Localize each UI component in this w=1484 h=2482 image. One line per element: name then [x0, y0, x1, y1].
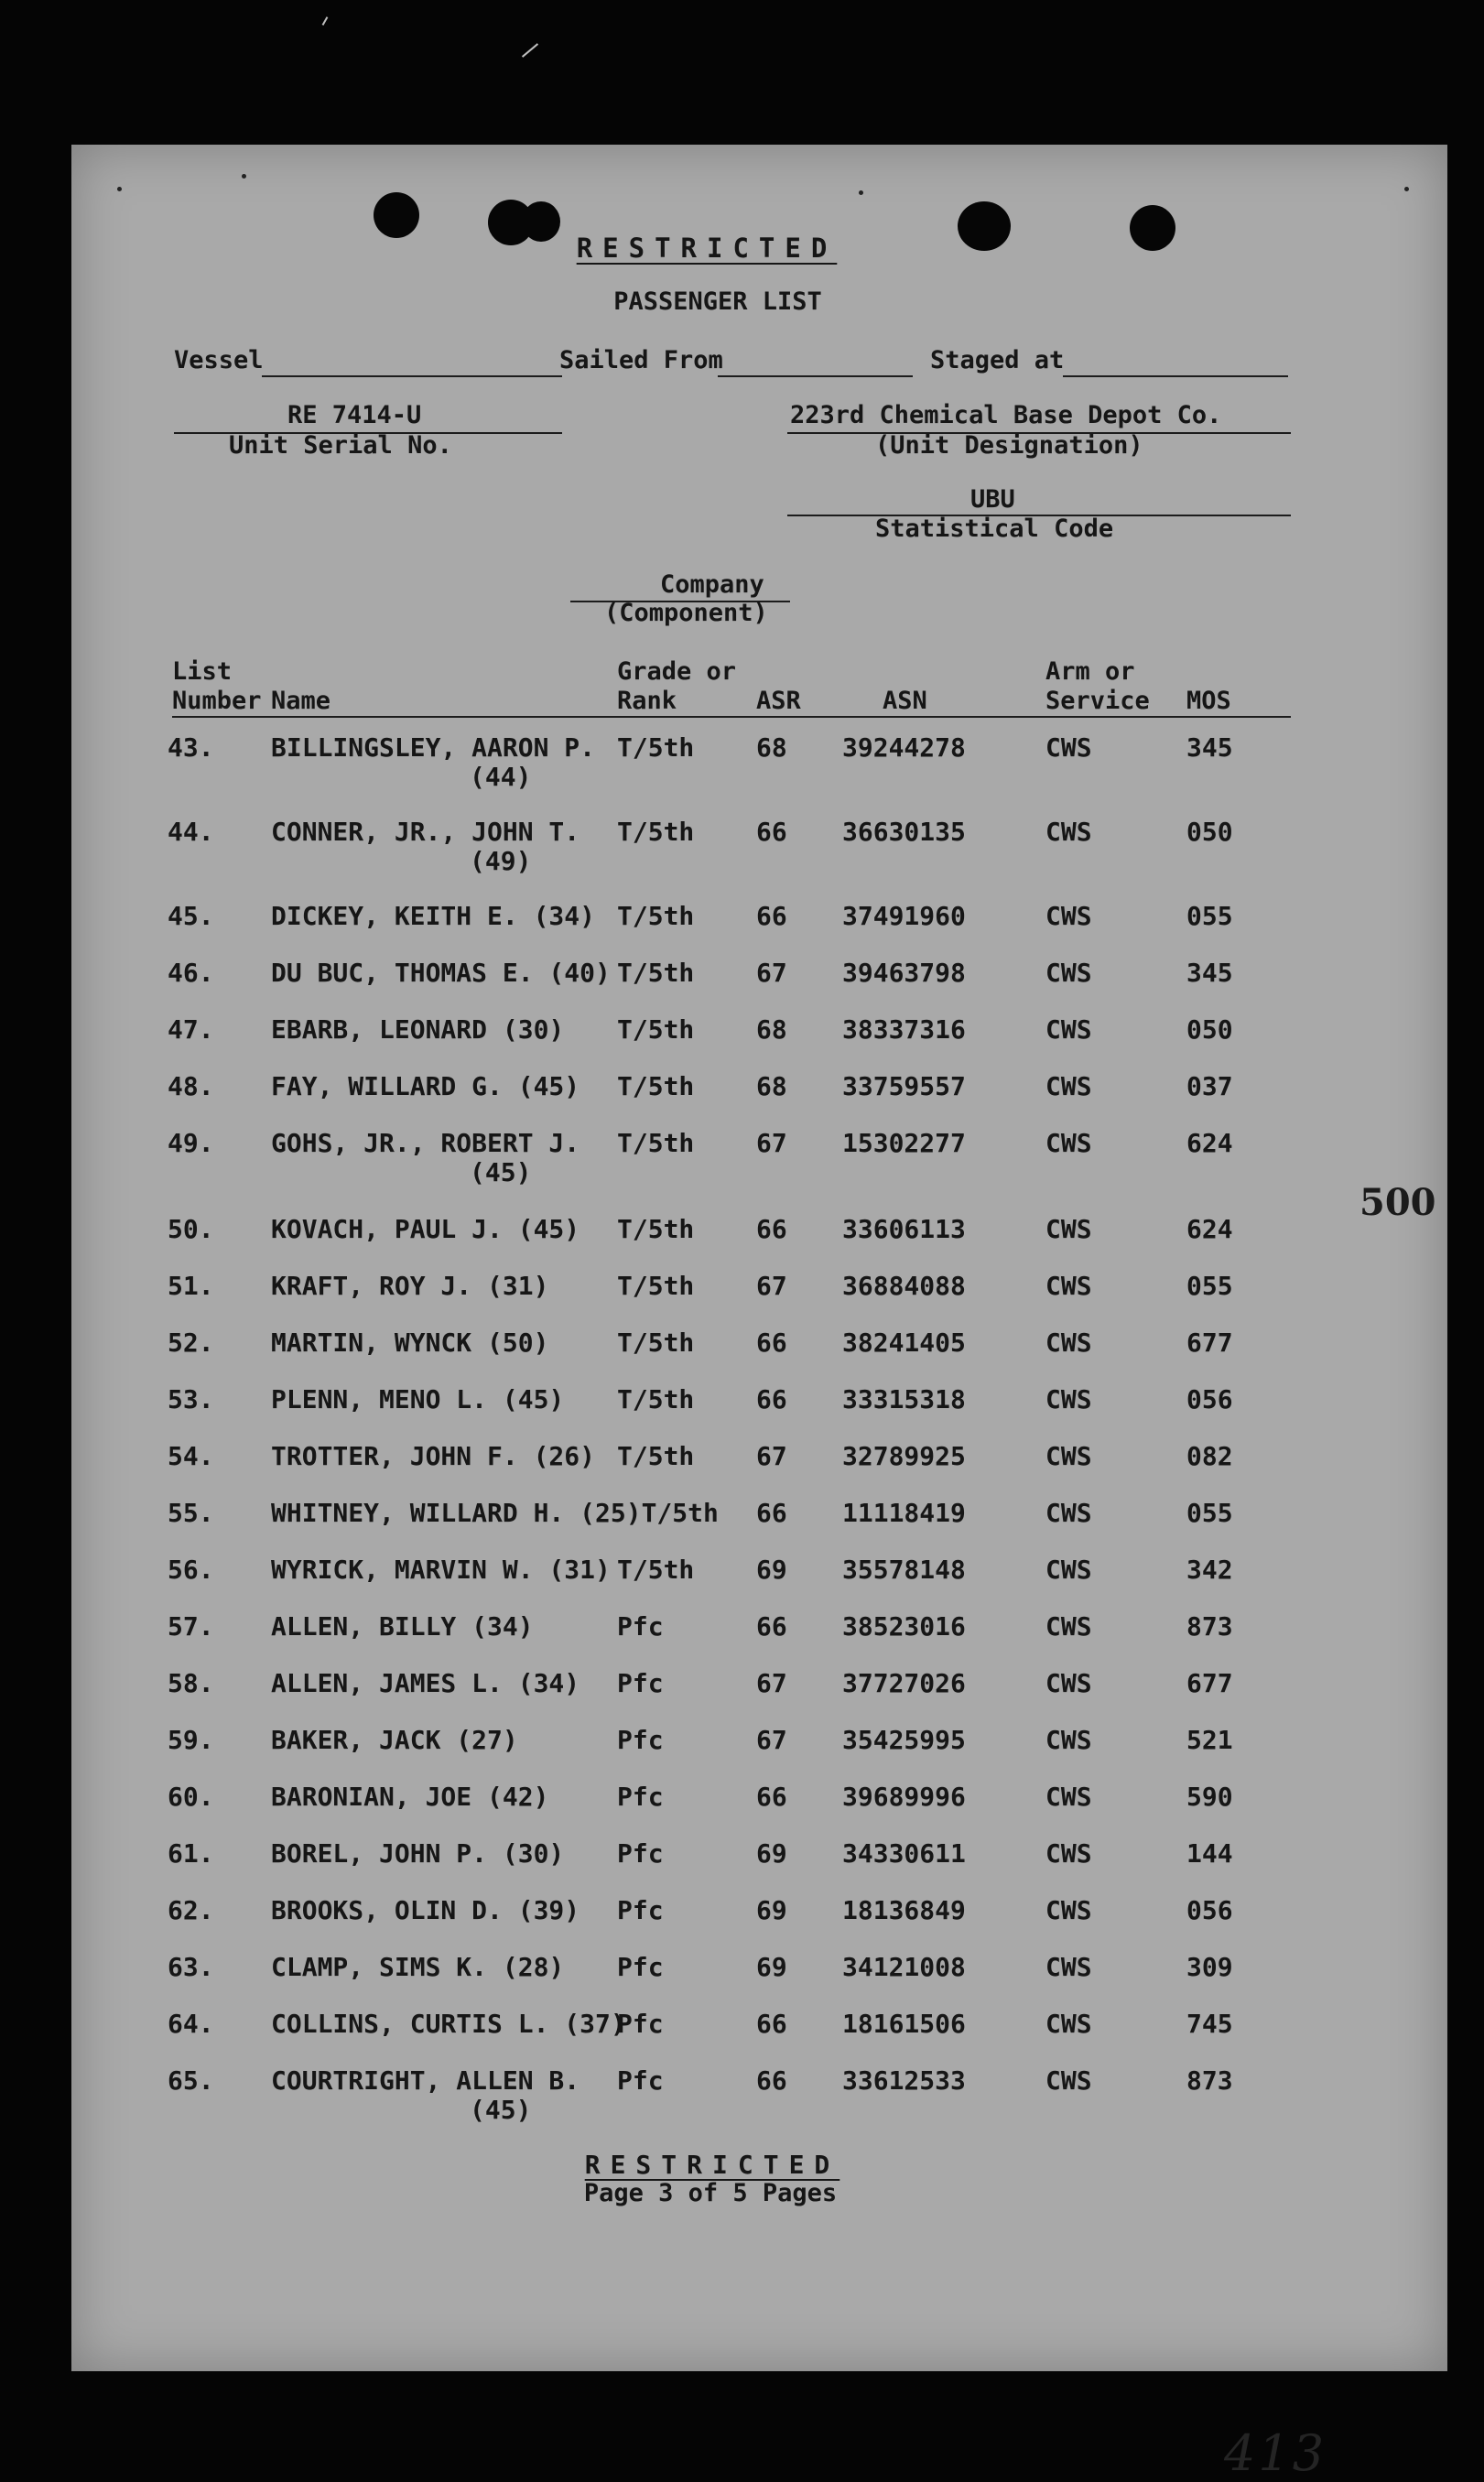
restricted-footer: RESTRICTED — [584, 2150, 840, 2180]
speck — [1404, 187, 1409, 191]
arm-service-cell: CWS — [1045, 1895, 1092, 1925]
speck — [117, 187, 122, 191]
list-number-cell: 49. — [168, 1128, 214, 1158]
list-number-cell: 46. — [168, 958, 214, 988]
name-cell: EBARB, LEONARD (30) — [271, 1014, 565, 1045]
punch-hole — [522, 201, 560, 242]
age-cell: (45) — [470, 1157, 532, 1187]
mos-cell: 590 — [1186, 1782, 1233, 1812]
name-cell: BILLINGSLEY, AARON P. — [271, 732, 596, 763]
mos-cell: 055 — [1186, 1498, 1233, 1528]
col-rank-header: Rank — [617, 687, 677, 715]
name-cell: MARTIN, WYNCK (50) — [271, 1328, 549, 1358]
grade-cell: Pfc — [617, 1782, 664, 1812]
grade-cell: T/5th — [617, 1271, 695, 1301]
asn-cell: 34121008 — [842, 1952, 966, 1982]
name-cell: FAY, WILLARD G. (45) — [271, 1071, 580, 1101]
list-number-cell: 57. — [168, 1611, 214, 1642]
col-list-header: List — [172, 657, 233, 686]
asn-cell: 35578148 — [842, 1555, 966, 1585]
asn-cell: 38337316 — [842, 1014, 966, 1045]
restricted-header: RESTRICTED — [576, 233, 838, 264]
asn-cell: 18136849 — [842, 1895, 966, 1925]
list-number-cell: 55. — [168, 1498, 214, 1528]
mos-cell: 345 — [1186, 958, 1233, 988]
col-service-header: Service — [1045, 687, 1150, 715]
col-number-header: Number — [172, 687, 262, 715]
punch-hole — [958, 201, 1011, 251]
asn-cell: 18161506 — [842, 2009, 966, 2039]
arm-service-cell: CWS — [1045, 1128, 1092, 1158]
list-number-cell: 63. — [168, 1952, 214, 1982]
statistical-code-label: Statistical Code — [875, 515, 1114, 543]
asr-cell: 68 — [756, 1014, 787, 1045]
vessel-line — [262, 375, 562, 377]
name-cell: KOVACH, PAUL J. (45) — [271, 1214, 580, 1244]
mos-cell: 056 — [1186, 1895, 1233, 1925]
name-cell: TROTTER, JOHN F. (26) — [271, 1441, 596, 1471]
asr-cell: 69 — [756, 1895, 787, 1925]
name-cell: WHITNEY, WILLARD H. (25)T/5th — [271, 1498, 719, 1528]
mos-cell: 309 — [1186, 1952, 1233, 1982]
arm-service-cell: CWS — [1045, 1782, 1092, 1812]
asn-cell: 33612533 — [842, 2065, 966, 2096]
list-number-cell: 54. — [168, 1441, 214, 1471]
col-asr-header: ASR — [756, 687, 801, 715]
statistical-code-value: UBU — [970, 485, 1015, 514]
mos-cell: 677 — [1186, 1668, 1233, 1698]
unit-designation-value: 223rd Chemical Base Depot Co. — [790, 401, 1222, 429]
asr-cell: 68 — [756, 1071, 787, 1101]
mos-cell: 624 — [1186, 1128, 1233, 1158]
asr-cell: 66 — [756, 1384, 787, 1414]
speck — [242, 174, 246, 179]
list-number-cell: 58. — [168, 1668, 214, 1698]
mos-cell: 037 — [1186, 1071, 1233, 1101]
header-rule — [172, 716, 1291, 718]
asn-cell: 38241405 — [842, 1328, 966, 1358]
asr-cell: 66 — [756, 2009, 787, 2039]
grade-cell: Pfc — [617, 1725, 664, 1755]
company-label: Company — [660, 570, 764, 599]
arm-service-cell: CWS — [1045, 1384, 1092, 1414]
grade-cell: T/5th — [617, 1128, 695, 1158]
col-mos-header: MOS — [1186, 687, 1231, 715]
col-arm-header: Arm or — [1045, 657, 1135, 686]
list-number-cell: 43. — [168, 732, 214, 763]
list-number-cell: 52. — [168, 1328, 214, 1358]
asr-cell: 66 — [756, 817, 787, 847]
grade-cell: T/5th — [617, 817, 695, 847]
arm-service-cell: CWS — [1045, 1271, 1092, 1301]
name-cell: ALLEN, BILLY (34) — [271, 1611, 534, 1642]
grade-cell: Pfc — [617, 1838, 664, 1869]
mos-cell: 345 — [1186, 732, 1233, 763]
list-number-cell: 61. — [168, 1838, 214, 1869]
arm-service-cell: CWS — [1045, 901, 1092, 931]
name-cell: BARONIAN, JOE (42) — [271, 1782, 549, 1812]
arm-service-cell: CWS — [1045, 1725, 1092, 1755]
asr-cell: 66 — [756, 1782, 787, 1812]
grade-cell: Pfc — [617, 2065, 664, 2096]
mos-cell: 745 — [1186, 2009, 1233, 2039]
mos-cell: 082 — [1186, 1441, 1233, 1471]
col-asn-header: ASN — [883, 687, 927, 715]
document-page — [71, 145, 1447, 2482]
grade-cell: T/5th — [617, 732, 695, 763]
list-number-cell: 64. — [168, 2009, 214, 2039]
margin-stamp: 500 — [1359, 1181, 1436, 1224]
arm-service-cell: CWS — [1045, 2065, 1092, 2096]
asn-cell: 33315318 — [842, 1384, 966, 1414]
name-cell: BROOKS, OLIN D. (39) — [271, 1895, 580, 1925]
asn-cell: 39244278 — [842, 732, 966, 763]
arm-service-cell: CWS — [1045, 1668, 1092, 1698]
document-title: PASSENGER LIST — [613, 287, 822, 316]
mos-cell: 677 — [1186, 1328, 1233, 1358]
list-number-cell: 48. — [168, 1071, 214, 1101]
name-cell: WYRICK, MARVIN W. (31) — [271, 1555, 611, 1585]
list-number-cell: 59. — [168, 1725, 214, 1755]
arm-service-cell: CWS — [1045, 817, 1092, 847]
asn-cell: 11118419 — [842, 1498, 966, 1528]
asn-cell: 38523016 — [842, 1611, 966, 1642]
mos-cell: 055 — [1186, 1271, 1233, 1301]
scratch-mark — [322, 16, 329, 26]
asr-cell: 69 — [756, 1838, 787, 1869]
mos-cell: 342 — [1186, 1555, 1233, 1585]
name-cell: COLLINS, CURTIS L. (37) — [271, 2009, 626, 2039]
asn-cell: 34330611 — [842, 1838, 966, 1869]
unit-serial-value: RE 7414-U — [287, 401, 422, 429]
list-number-cell: 62. — [168, 1895, 214, 1925]
mos-cell: 521 — [1186, 1725, 1233, 1755]
asn-cell: 33759557 — [842, 1071, 966, 1101]
grade-cell: Pfc — [617, 1668, 664, 1698]
asn-cell: 36630135 — [842, 817, 966, 847]
arm-service-cell: CWS — [1045, 1441, 1092, 1471]
sailed-from-line — [718, 375, 913, 377]
name-cell: BAKER, JACK (27) — [271, 1725, 518, 1755]
asr-cell: 66 — [756, 901, 787, 931]
arm-service-cell: CWS — [1045, 1555, 1092, 1585]
name-cell: PLENN, MENO L. (45) — [271, 1384, 565, 1414]
arm-service-cell: CWS — [1045, 1611, 1092, 1642]
mos-cell: 050 — [1186, 1014, 1233, 1045]
arm-service-cell: CWS — [1045, 1328, 1092, 1358]
asn-cell: 33606113 — [842, 1214, 966, 1244]
asn-cell: 36884088 — [842, 1271, 966, 1301]
grade-cell: T/5th — [617, 1071, 695, 1101]
asr-cell: 66 — [756, 1498, 787, 1528]
speck — [859, 190, 863, 195]
arm-service-cell: CWS — [1045, 1214, 1092, 1244]
arm-service-cell: CWS — [1045, 2009, 1092, 2039]
mos-cell: 056 — [1186, 1384, 1233, 1414]
component-label: (Component) — [604, 599, 768, 627]
grade-cell: T/5th — [617, 1441, 695, 1471]
grade-cell: T/5th — [617, 958, 695, 988]
asn-cell: 37727026 — [842, 1668, 966, 1698]
asn-cell: 39689996 — [842, 1782, 966, 1812]
unit-designation-label: (Unit Designation) — [875, 431, 1143, 460]
grade-cell: Pfc — [617, 2009, 664, 2039]
scratch-mark — [522, 43, 538, 58]
arm-service-cell: CWS — [1045, 958, 1092, 988]
asr-cell: 66 — [756, 2065, 787, 2096]
grade-cell: T/5th — [617, 1214, 695, 1244]
asr-cell: 68 — [756, 732, 787, 763]
col-grade-header: Grade or — [617, 657, 737, 686]
list-number-cell: 47. — [168, 1014, 214, 1045]
mos-cell: 873 — [1186, 2065, 1233, 2096]
grade-cell: Pfc — [617, 1952, 664, 1982]
list-number-cell: 51. — [168, 1271, 214, 1301]
age-cell: (49) — [470, 846, 532, 876]
list-number-cell: 45. — [168, 901, 214, 931]
asr-cell: 67 — [756, 1725, 787, 1755]
staged-at-label: Staged at — [930, 346, 1065, 374]
asn-cell: 15302277 — [842, 1128, 966, 1158]
asr-cell: 69 — [756, 1952, 787, 1982]
grade-cell: T/5th — [617, 901, 695, 931]
name-cell: COURTRIGHT, ALLEN B. — [271, 2065, 580, 2096]
grade-cell: T/5th — [617, 1384, 695, 1414]
col-name-header: Name — [271, 687, 331, 715]
asn-cell: 37491960 — [842, 901, 966, 931]
mos-cell: 873 — [1186, 1611, 1233, 1642]
asn-cell: 35425995 — [842, 1725, 966, 1755]
asr-cell: 67 — [756, 1271, 787, 1301]
list-number-cell: 65. — [168, 2065, 214, 2096]
mos-cell: 050 — [1186, 817, 1233, 847]
punch-hole — [1130, 205, 1175, 251]
asr-cell: 67 — [756, 1668, 787, 1698]
mos-cell: 055 — [1186, 901, 1233, 931]
asr-cell: 69 — [756, 1555, 787, 1585]
arm-service-cell: CWS — [1045, 1014, 1092, 1045]
grade-cell: T/5th — [617, 1328, 695, 1358]
name-cell: KRAFT, ROY J. (31) — [271, 1271, 549, 1301]
vessel-label: Vessel — [174, 346, 264, 374]
handwritten-number: 413 — [1224, 2424, 1327, 2482]
unit-serial-label: Unit Serial No. — [229, 431, 452, 460]
name-cell: DU BUC, THOMAS E. (40) — [271, 958, 611, 988]
asr-cell: 67 — [756, 958, 787, 988]
asr-cell: 67 — [756, 1128, 787, 1158]
grade-cell: T/5th — [617, 1014, 695, 1045]
name-cell: CONNER, JR., JOHN T. — [271, 817, 580, 847]
asr-cell: 66 — [756, 1214, 787, 1244]
list-number-cell: 53. — [168, 1384, 214, 1414]
asr-cell: 66 — [756, 1328, 787, 1358]
name-cell: DICKEY, KEITH E. (34) — [271, 901, 596, 931]
grade-cell: T/5th — [617, 1555, 695, 1585]
arm-service-cell: CWS — [1045, 1952, 1092, 1982]
arm-service-cell: CWS — [1045, 1498, 1092, 1528]
asn-cell: 32789925 — [842, 1441, 966, 1471]
name-cell: BOREL, JOHN P. (30) — [271, 1838, 565, 1869]
mos-cell: 624 — [1186, 1214, 1233, 1244]
arm-service-cell: CWS — [1045, 1071, 1092, 1101]
staged-at-line — [1063, 375, 1288, 377]
asn-cell: 39463798 — [842, 958, 966, 988]
list-number-cell: 56. — [168, 1555, 214, 1585]
name-cell: CLAMP, SIMS K. (28) — [271, 1952, 565, 1982]
asr-cell: 66 — [756, 1611, 787, 1642]
list-number-cell: 50. — [168, 1214, 214, 1244]
list-number-cell: 60. — [168, 1782, 214, 1812]
asr-cell: 67 — [756, 1441, 787, 1471]
grade-cell: Pfc — [617, 1611, 664, 1642]
list-number-cell: 44. — [168, 817, 214, 847]
arm-service-cell: CWS — [1045, 1838, 1092, 1869]
name-cell: ALLEN, JAMES L. (34) — [271, 1668, 580, 1698]
mos-cell: 144 — [1186, 1838, 1233, 1869]
arm-service-cell: CWS — [1045, 732, 1092, 763]
grade-cell: Pfc — [617, 1895, 664, 1925]
age-cell: (45) — [470, 2095, 532, 2125]
punch-hole — [374, 192, 419, 238]
sailed-from-label: Sailed From — [559, 346, 723, 374]
name-cell: GOHS, JR., ROBERT J. — [271, 1128, 580, 1158]
page-number: Page 3 of 5 Pages — [583, 2179, 838, 2207]
age-cell: (44) — [470, 762, 532, 792]
